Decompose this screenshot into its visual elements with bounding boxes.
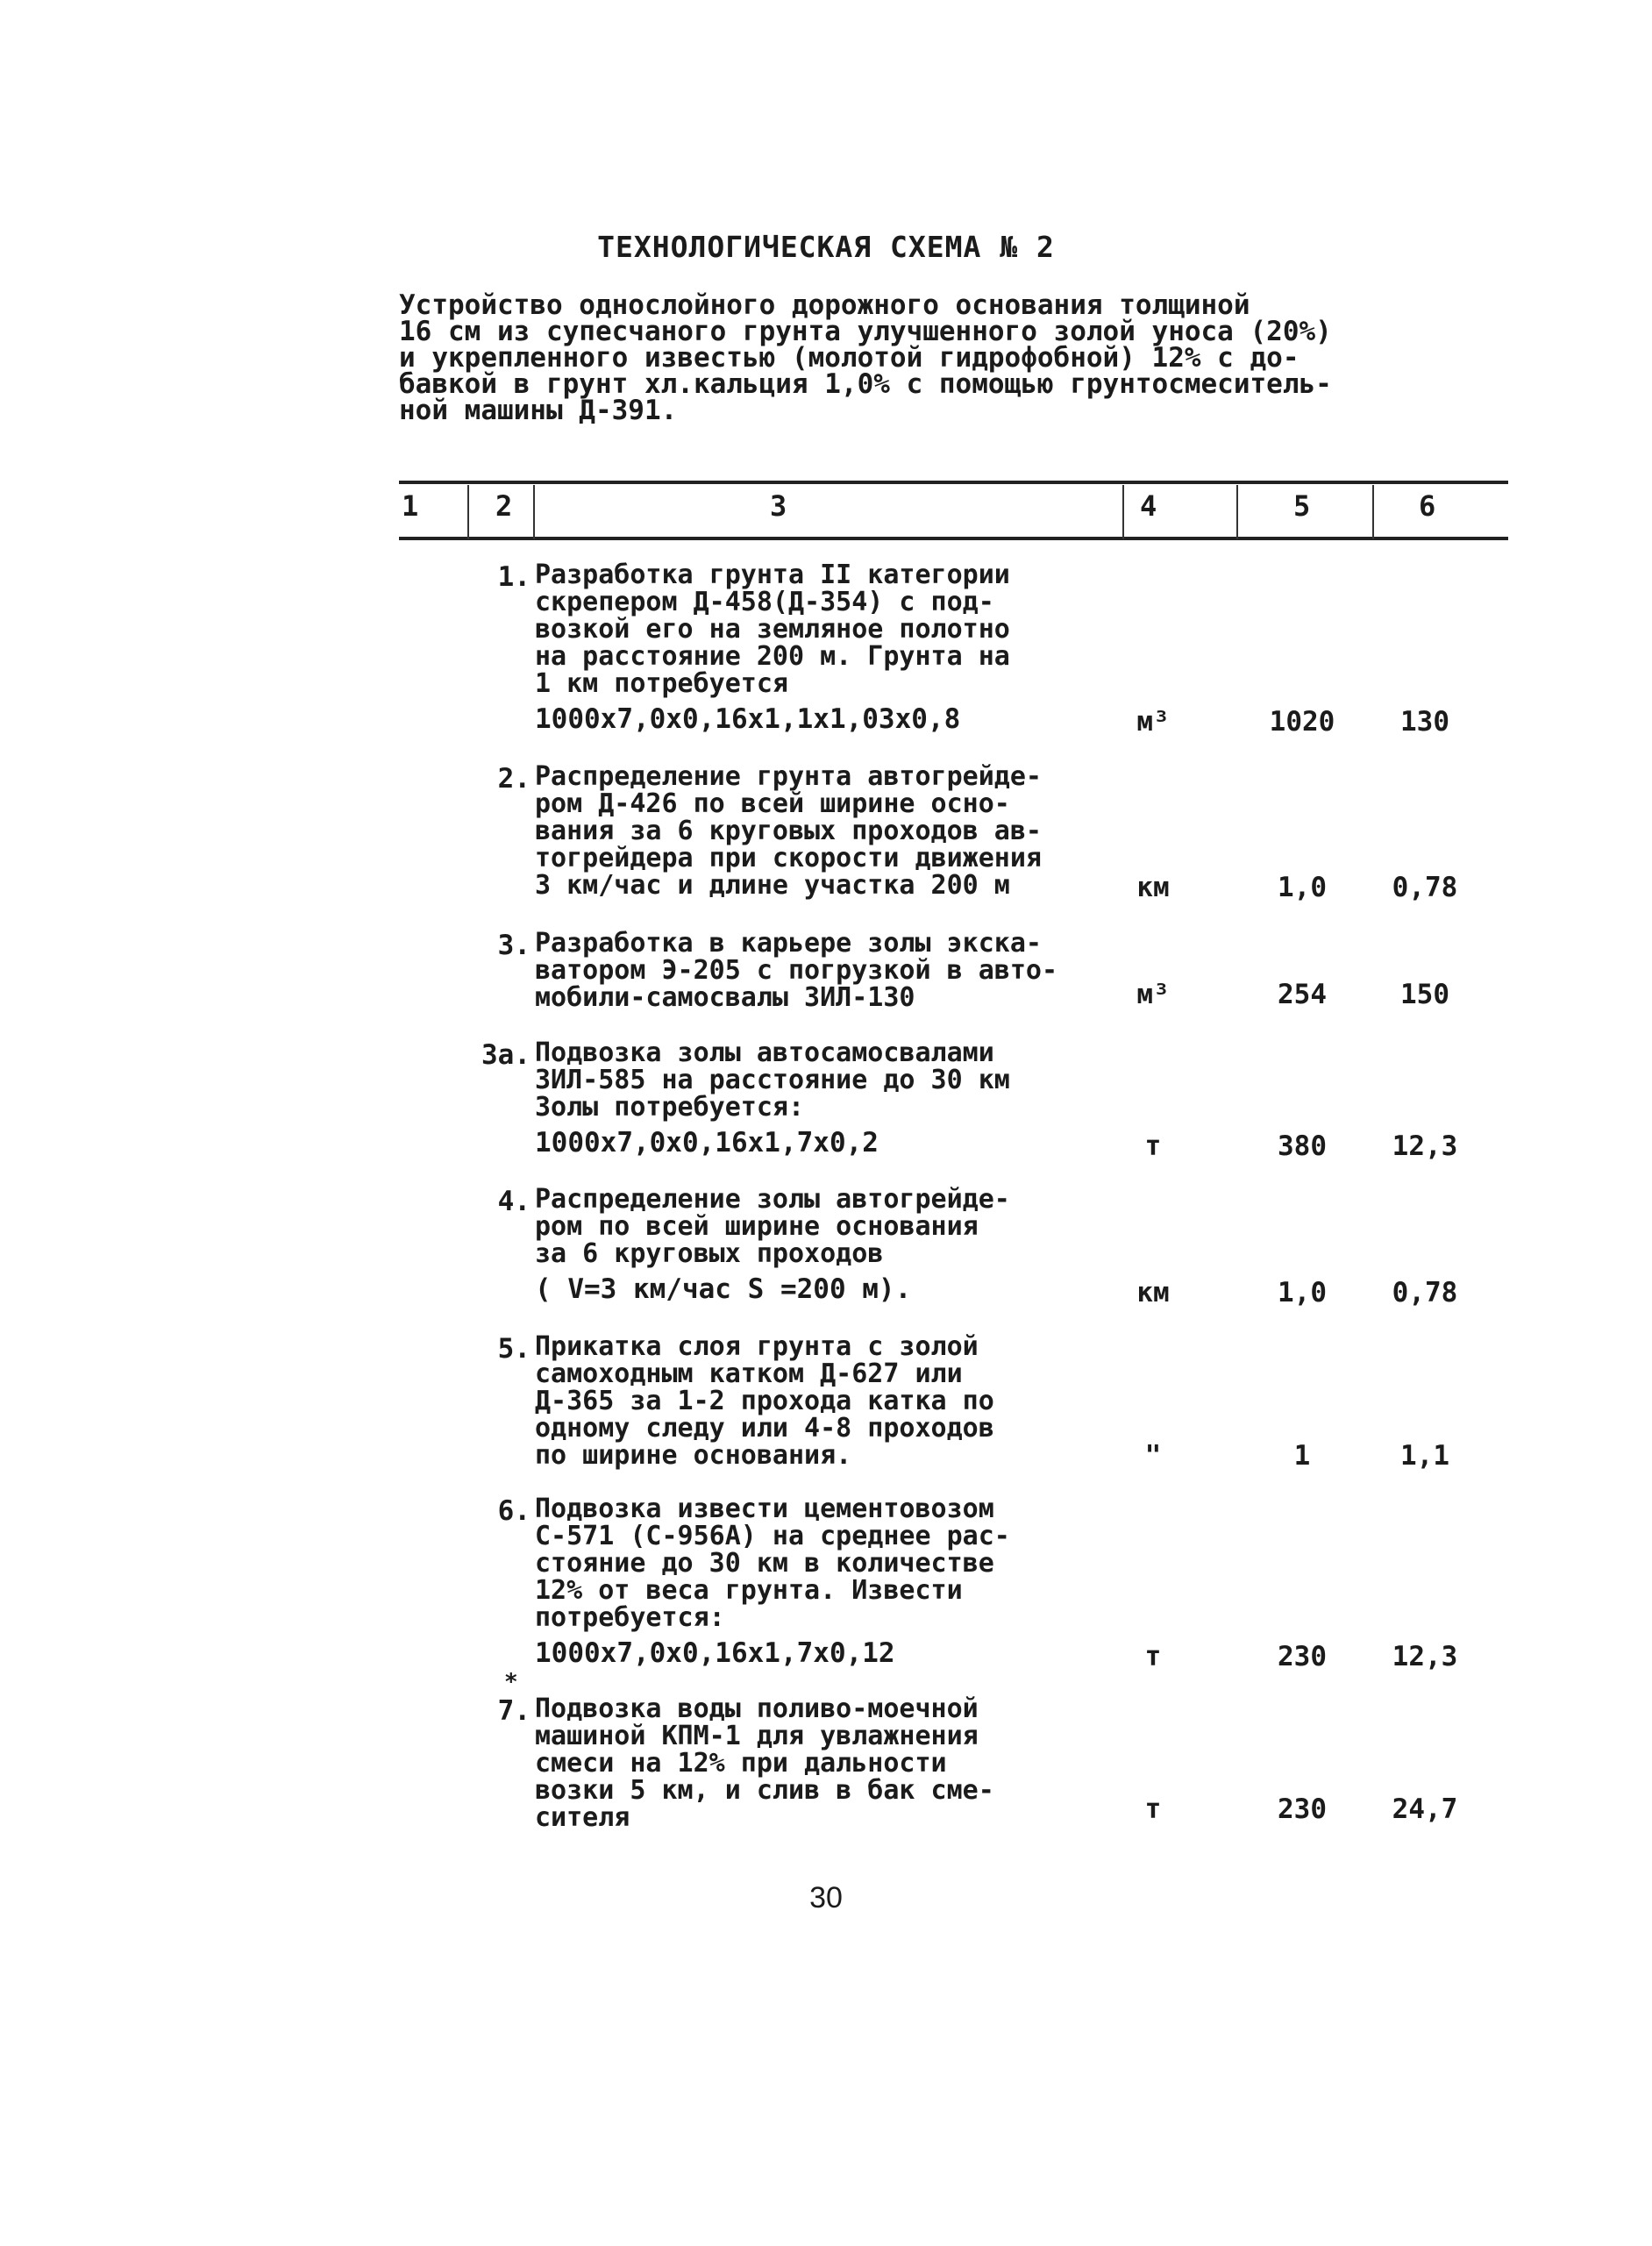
row-value-col5: 1020 bbox=[1269, 706, 1335, 738]
description-line: Подвозка золы автосамосвалами bbox=[535, 1037, 994, 1068]
column-header-3: 3 bbox=[770, 489, 787, 523]
description-line: ром Д-426 по всей ширине осно- bbox=[535, 788, 1010, 819]
row-unit: м³ bbox=[1136, 979, 1170, 1010]
row-value-col5: 1,0 bbox=[1278, 1277, 1327, 1308]
table-header-rule bbox=[399, 537, 1508, 540]
row-value-col6: 130 bbox=[1400, 706, 1449, 738]
intro-line: бавкой в грунт хл.кальция 1,0% с помощью грунтосмеситель- bbox=[399, 368, 1332, 400]
row-unit: км bbox=[1136, 872, 1170, 903]
description-line: Разработка грунта II категории bbox=[535, 560, 1010, 590]
column-divider bbox=[1236, 485, 1238, 539]
description-line: за 6 круговых проходов bbox=[535, 1238, 884, 1269]
row-number: 5. bbox=[497, 1333, 530, 1365]
description-line: 3 км/час и длине участка 200 м bbox=[535, 870, 1010, 901]
description-line: Золы потребуется: bbox=[535, 1092, 805, 1123]
intro-paragraph bbox=[399, 289, 1381, 426]
footnote-marker: * bbox=[504, 1669, 518, 1695]
row-description bbox=[535, 1495, 1149, 1667]
row-description bbox=[535, 561, 1149, 733]
column-header-4: 4 bbox=[1140, 489, 1157, 523]
column-divider bbox=[1122, 485, 1124, 539]
row-number: 2. bbox=[497, 763, 530, 795]
column-header-2: 2 bbox=[495, 489, 513, 523]
row-value-col6: 12,3 bbox=[1392, 1130, 1458, 1162]
intro-line: 16 см из супесчаного грунта улучшенного золой уноса (20%) bbox=[399, 316, 1332, 347]
row-value-col6: 12,3 bbox=[1392, 1641, 1458, 1672]
description-line: ром по всей ширине основания bbox=[535, 1211, 979, 1242]
row-value-col6: 0,78 bbox=[1392, 1277, 1458, 1308]
description-line: сителя bbox=[535, 1802, 630, 1833]
row-unit: км bbox=[1136, 1277, 1170, 1308]
row-value-col6: 1,1 bbox=[1400, 1440, 1449, 1472]
description-line: Подвозка извести цементовозом bbox=[535, 1494, 994, 1524]
description-line: С-571 (С-956А) на среднее рас- bbox=[535, 1521, 1010, 1551]
row-formula: 1000х7,0х0,16х1,7х0,12 bbox=[535, 1637, 895, 1669]
description-line: ватором Э-205 с погрузкой в авто- bbox=[535, 955, 1058, 986]
row-value-col6: 0,78 bbox=[1392, 872, 1458, 903]
description-line: Распределение золы автогрейде- bbox=[535, 1184, 1010, 1215]
description-line: Д-365 за 1-2 прохода катка по bbox=[535, 1386, 994, 1416]
column-header-6: 6 bbox=[1419, 489, 1436, 523]
row-description bbox=[535, 1186, 1149, 1303]
row-unit: т bbox=[1144, 1641, 1162, 1672]
row-number: 1. bbox=[497, 561, 530, 593]
description-line: возкой его на земляное полотно bbox=[535, 614, 1010, 645]
description-line: возки 5 км, и слив в бак сме- bbox=[535, 1775, 994, 1806]
column-divider bbox=[1372, 485, 1374, 539]
description-line: смеси на 12% при дальности bbox=[535, 1748, 947, 1779]
description-line: мобили-самосвалы ЗИЛ-130 bbox=[535, 982, 915, 1013]
description-line: стояние до 30 км в количестве bbox=[535, 1548, 994, 1579]
row-unit: м³ bbox=[1136, 706, 1170, 738]
row-unit: " bbox=[1144, 1440, 1162, 1472]
row-value-col5: 1 bbox=[1293, 1440, 1311, 1472]
row-number: 7. bbox=[497, 1695, 530, 1727]
column-header-1: 1 bbox=[402, 489, 419, 523]
row-description bbox=[535, 1039, 1149, 1157]
row-unit: т bbox=[1144, 1793, 1162, 1825]
description-line: 1 км потребуется bbox=[535, 668, 788, 699]
row-formula: 1000х7,0х0,16х1,1х1,03х0,8 bbox=[535, 703, 961, 735]
description-line: на расстояние 200 м. Грунта на bbox=[535, 641, 1010, 672]
page-title: ТЕХНОЛОГИЧЕСКАЯ СХЕМА № 2 bbox=[597, 230, 1055, 264]
row-value-col6: 150 bbox=[1400, 979, 1449, 1010]
row-description bbox=[535, 930, 1149, 1011]
row-unit: т bbox=[1144, 1130, 1162, 1162]
description-line: скрепером Д-458(Д-354) с под- bbox=[535, 587, 994, 617]
column-header-5: 5 bbox=[1293, 489, 1311, 523]
description-line: Подвозка воды поливо-моечной bbox=[535, 1693, 979, 1724]
row-value-col5: 1,0 bbox=[1278, 872, 1327, 903]
description-line: машиной КПМ-1 для увлажнения bbox=[535, 1721, 979, 1751]
description-line: одному следу или 4-8 проходов bbox=[535, 1413, 994, 1444]
description-line: ЗИЛ-585 на расстояние до 30 км bbox=[535, 1065, 1010, 1095]
row-value-col5: 230 bbox=[1278, 1793, 1327, 1825]
row-value-col5: 230 bbox=[1278, 1641, 1327, 1672]
row-number: 6. bbox=[497, 1495, 530, 1527]
description-line: тогрейдера при скорости движения bbox=[535, 843, 1042, 873]
description-line: 12% от веса грунта. Извести bbox=[535, 1575, 963, 1606]
row-description bbox=[535, 763, 1149, 899]
row-number: 3. bbox=[497, 930, 530, 961]
row-value-col5: 254 bbox=[1278, 979, 1327, 1010]
row-value-col5: 380 bbox=[1278, 1130, 1327, 1162]
intro-line: и укрепленного известью (молотой гидрофобной) 12% с до- bbox=[399, 342, 1300, 374]
column-divider bbox=[467, 485, 469, 539]
row-value-col6: 24,7 bbox=[1392, 1793, 1458, 1825]
row-formula: 1000х7,0х0,16х1,7х0,2 bbox=[535, 1127, 879, 1159]
description-line: Распределение грунта автогрейде- bbox=[535, 761, 1042, 792]
row-description bbox=[535, 1333, 1149, 1469]
description-line: Разработка в карьере золы экска- bbox=[535, 928, 1042, 959]
description-line: самоходным катком Д-627 или bbox=[535, 1358, 963, 1389]
column-divider bbox=[533, 485, 535, 539]
intro-line: Устройство однослойного дорожного основания толщиной bbox=[399, 289, 1250, 321]
description-line: Прикатка слоя грунта с золой bbox=[535, 1331, 979, 1362]
intro-line: ной машины Д-391. bbox=[399, 395, 678, 426]
description-line: вания за 6 круговых проходов ав- bbox=[535, 816, 1042, 846]
row-number: 4. bbox=[497, 1186, 530, 1217]
row-description bbox=[535, 1695, 1149, 1831]
page-number: 30 bbox=[809, 1881, 843, 1914]
row-number: 3а. bbox=[481, 1039, 530, 1071]
description-line: потребуется: bbox=[535, 1602, 725, 1633]
description-line: по ширине основания. bbox=[535, 1440, 852, 1471]
row-formula: ( V=3 км/час S =200 м). bbox=[535, 1273, 912, 1305]
table-top-rule bbox=[399, 481, 1508, 484]
